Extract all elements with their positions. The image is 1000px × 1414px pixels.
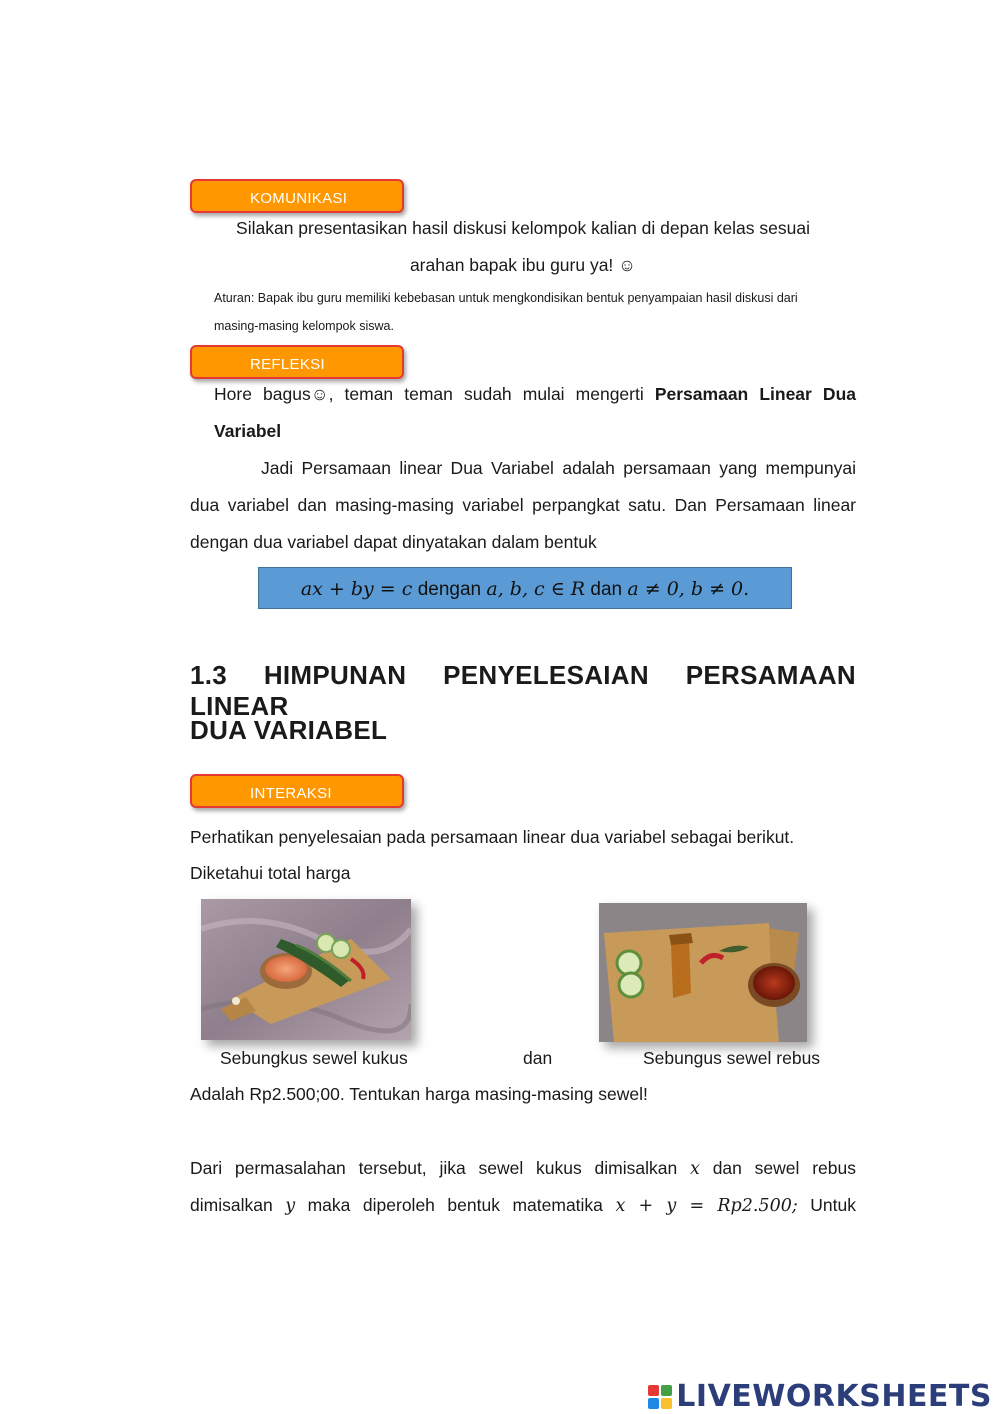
formula-condition: a ≠ 0, b ≠ 0. — [627, 578, 750, 600]
problem-p2-line2-text-b: maka diperoleh bentuk matematika — [307, 1195, 603, 1215]
caption-sewel-rebus: Sebungus sewel rebus — [643, 1048, 821, 1068]
section-heading-line1: 1.3 HIMPUNAN PENYELESAIAN PERSAMAAN LINEAR — [190, 660, 856, 721]
formula-word-dengan: dengan — [417, 579, 482, 600]
photo-sewel-kukus-illustration — [201, 899, 411, 1040]
liveworksheets-logo — [648, 1379, 992, 1414]
problem-p2-line2-text-c: Untuk — [810, 1195, 856, 1215]
refleksi-line1 — [214, 376, 856, 413]
interaksi-line2: Diketahui total harga — [190, 863, 351, 883]
komunikasi-line1: Silakan presentasikan hasil diskusi kelompok kalian di depan kelas sesuai — [236, 218, 810, 238]
komunikasi-badge: KOMUNIKASI — [190, 179, 404, 213]
formula-expression: ax + by = c — [300, 578, 413, 600]
komunikasi-line2: arahan bapak ibu guru ya! ☺ — [409, 255, 637, 275]
liveworksheets-logo-text: LIVEWORKSHEETS — [676, 1379, 992, 1414]
problem-p2-line1 — [190, 1150, 856, 1188]
formula-variables: a, b, c ∈ R — [486, 578, 586, 600]
photo-sewel-rebus — [599, 903, 807, 1042]
problem-expression: x + y = Rp2.500; — [615, 1196, 798, 1216]
photo-sewel-kukus — [201, 899, 411, 1040]
photo-sewel-rebus-illustration — [599, 903, 807, 1042]
refleksi-badge: REFLEKSI — [190, 345, 404, 379]
problem-var-y: y — [285, 1196, 296, 1216]
komunikasi-rule-line1: Aturan: Bapak ibu guru memiliki kebebasan untuk mengkondisikan bentuk penyampaian hasil diskusi dari — [214, 291, 798, 305]
interaksi-badge: INTERAKSI — [190, 774, 404, 808]
refleksi-line1-text: Hore bagus☺, teman teman sudah mulai mengerti — [214, 384, 644, 404]
refleksi-line1-bold: Persamaan Linear Dua — [654, 384, 856, 404]
formula-box — [258, 567, 792, 609]
problem-p2-line2-text-a: dimisalkan — [190, 1195, 273, 1215]
formula-word-dan: dan — [590, 579, 623, 600]
interaksi-line1: Perhatikan penyelesaian pada persamaan linear dua variabel sebagai berikut. — [190, 827, 795, 847]
liveworksheets-logo-icon — [648, 1385, 674, 1411]
refleksi-para-line3: dengan dua variabel dapat dinyatakan dalam bentuk — [190, 532, 597, 552]
problem-var-x: x — [690, 1159, 700, 1179]
refleksi-para-line1: Jadi Persamaan linear Dua Variabel adalah persamaan yang mempunyai — [261, 458, 856, 478]
section-heading-line2: DUA VARIABEL — [190, 715, 388, 745]
problem-p2-line2 — [190, 1187, 856, 1225]
refleksi-para-line2: dua variabel dan masing-masing variabel perpangkat satu. Dan Persamaan linear — [190, 495, 856, 515]
problem-p2-line1-text-a: Dari permasalahan tersebut, jika sewel kukus dimisalkan — [190, 1158, 678, 1178]
komunikasi-rule-line2: masing-masing kelompok siswa. — [214, 319, 394, 333]
caption-dan: dan — [523, 1048, 553, 1068]
problem-line1: Adalah Rp2.500;00. Tentukan harga masing-masing sewel! — [190, 1084, 648, 1104]
problem-p2-line1-text-b: dan sewel rebus — [712, 1158, 856, 1178]
refleksi-line2: Variabel — [214, 421, 282, 441]
caption-sewel-kukus: Sebungkus sewel kukus — [220, 1048, 408, 1068]
